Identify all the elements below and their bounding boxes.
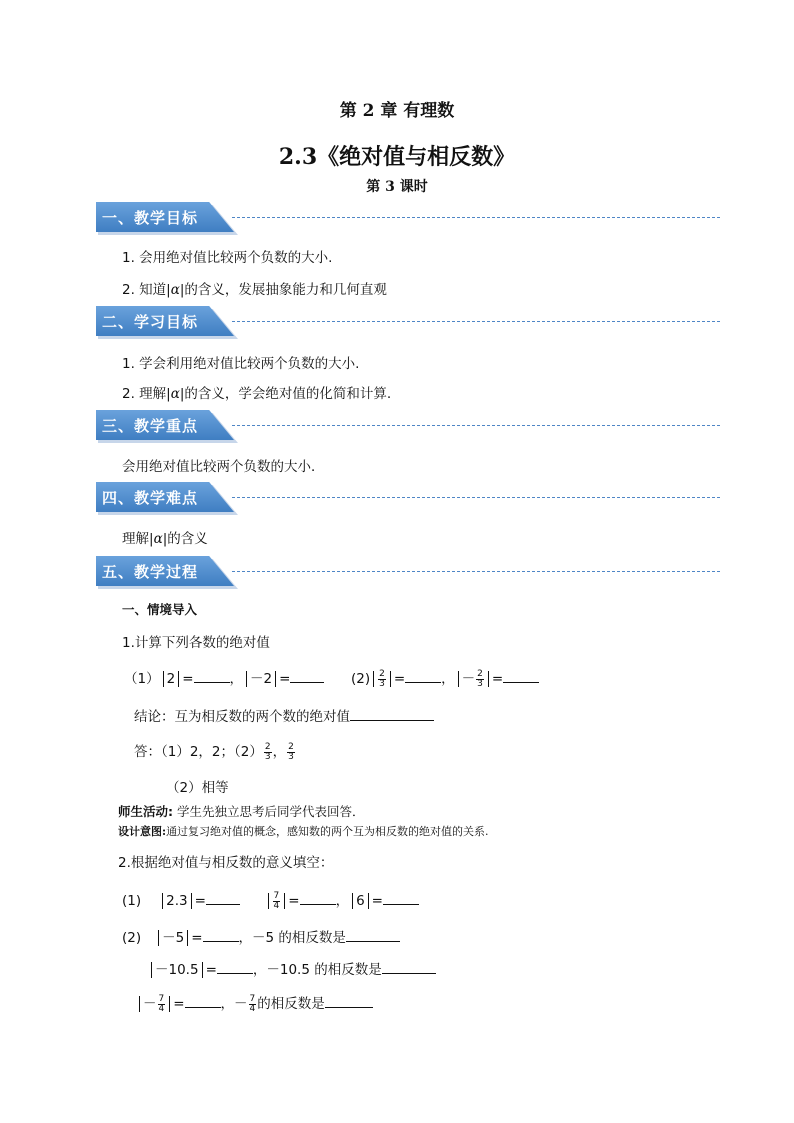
- goal-item-2: 2. 知道|α|的含义，发展抽象能力和几何直观: [122, 282, 387, 298]
- section-label: 二、学习目标: [102, 313, 199, 331]
- section-learning-goals: [96, 306, 720, 336]
- fraction: $\frac{7}{4}$: [158, 993, 165, 1014]
- fraction: $\frac{2}{3}$: [264, 741, 271, 762]
- answer-blank: [350, 708, 434, 721]
- answer-blank: [194, 670, 230, 683]
- answer-blank: [203, 929, 239, 942]
- answer-line-2: （2）相等: [166, 780, 229, 796]
- lesson-title: 2.3《绝对值与相反数》: [278, 144, 516, 170]
- fraction: $\frac{7}{4}$: [273, 890, 280, 911]
- dashed-divider: [232, 321, 720, 322]
- activity-note: 师生活动: 学生先独立思考后同学代表回答．: [118, 804, 365, 819]
- process-heading: 一、情境导入: [122, 602, 198, 617]
- answer-blank: [300, 892, 336, 905]
- fraction: $\frac{7}{4}$: [249, 993, 256, 1014]
- section-difficulties: [96, 482, 720, 512]
- section-teaching-goals: [96, 202, 720, 232]
- answer-blank: [383, 892, 419, 905]
- section-process: [96, 556, 720, 586]
- section-label: 一、教学目标: [102, 209, 199, 227]
- section-key-points: [96, 410, 720, 440]
- question-1: 1.计算下列各数的绝对值: [122, 635, 270, 651]
- section-label: 三、教学重点: [102, 417, 199, 435]
- question-2-part-2a: (2) －5 = ，－5 的相反数是: [122, 926, 400, 946]
- goal-item-1: 1. 会用绝对值比较两个负数的大小.: [122, 250, 333, 266]
- fraction: $\frac{2}{3}$: [477, 668, 483, 689]
- answer-blank: [217, 961, 253, 974]
- dashed-divider: [232, 217, 720, 218]
- section-label: 四、教学难点: [102, 489, 199, 507]
- dashed-divider: [232, 571, 720, 572]
- lesson-period: 第 3 课时: [366, 179, 428, 195]
- answer-blank: [206, 892, 240, 905]
- answer-line-1: 答：（1）2，2；（2） $\frac{2}{3}$ ， $\frac{2}{3}$: [134, 741, 294, 762]
- key-point-text: 会用绝对值比较两个负数的大小．: [122, 459, 325, 475]
- fraction: $\frac{2}{3}$: [288, 741, 294, 762]
- answer-blank: [290, 670, 324, 683]
- conclusion: 结论：互为相反数的两个数的绝对值: [134, 705, 434, 725]
- answer-blank: [405, 670, 441, 683]
- chapter-heading: 第 2 章 有理数: [339, 101, 455, 121]
- question-2: 2.根据绝对值与相反数的意义填空：: [118, 855, 334, 871]
- dashed-divider: [232, 425, 720, 426]
- difficulty-text: 理解|α|的含义: [122, 531, 208, 547]
- dashed-divider: [232, 497, 720, 498]
- fraction: $\frac{2}{3}$: [379, 668, 385, 689]
- learning-item-1: 1. 学会利用绝对值比较两个负数的大小.: [122, 356, 360, 372]
- question-2-part-1: (1) 2.3 = $\frac{7}{4}$ = ， 6 =: [122, 889, 419, 911]
- answer-blank: [382, 961, 436, 974]
- question-1-items: （1） 2 = ， －2 = (2) $\frac{2}{3}$ = ， － $\frac{2}{3}$ =: [124, 667, 539, 689]
- answer-blank: [346, 929, 400, 942]
- question-2-part-2b: －10.5 = ，－10.5 的相反数是: [148, 958, 436, 978]
- answer-blank: [185, 995, 221, 1008]
- learning-item-2: 2. 理解|α|的含义，学会绝对值的化简和计算.: [122, 386, 392, 402]
- answer-blank: [503, 670, 539, 683]
- question-2-part-2c: － $\frac{7}{4}$ = ，－ $\frac{7}{4}$ 的相反数是: [136, 992, 373, 1014]
- answer-blank: [325, 995, 373, 1008]
- design-intent: 设计意图:通过复习绝对值的概念，感知数的两个互为相反数的绝对值的关系.: [118, 825, 489, 838]
- section-label: 五、教学过程: [102, 563, 199, 581]
